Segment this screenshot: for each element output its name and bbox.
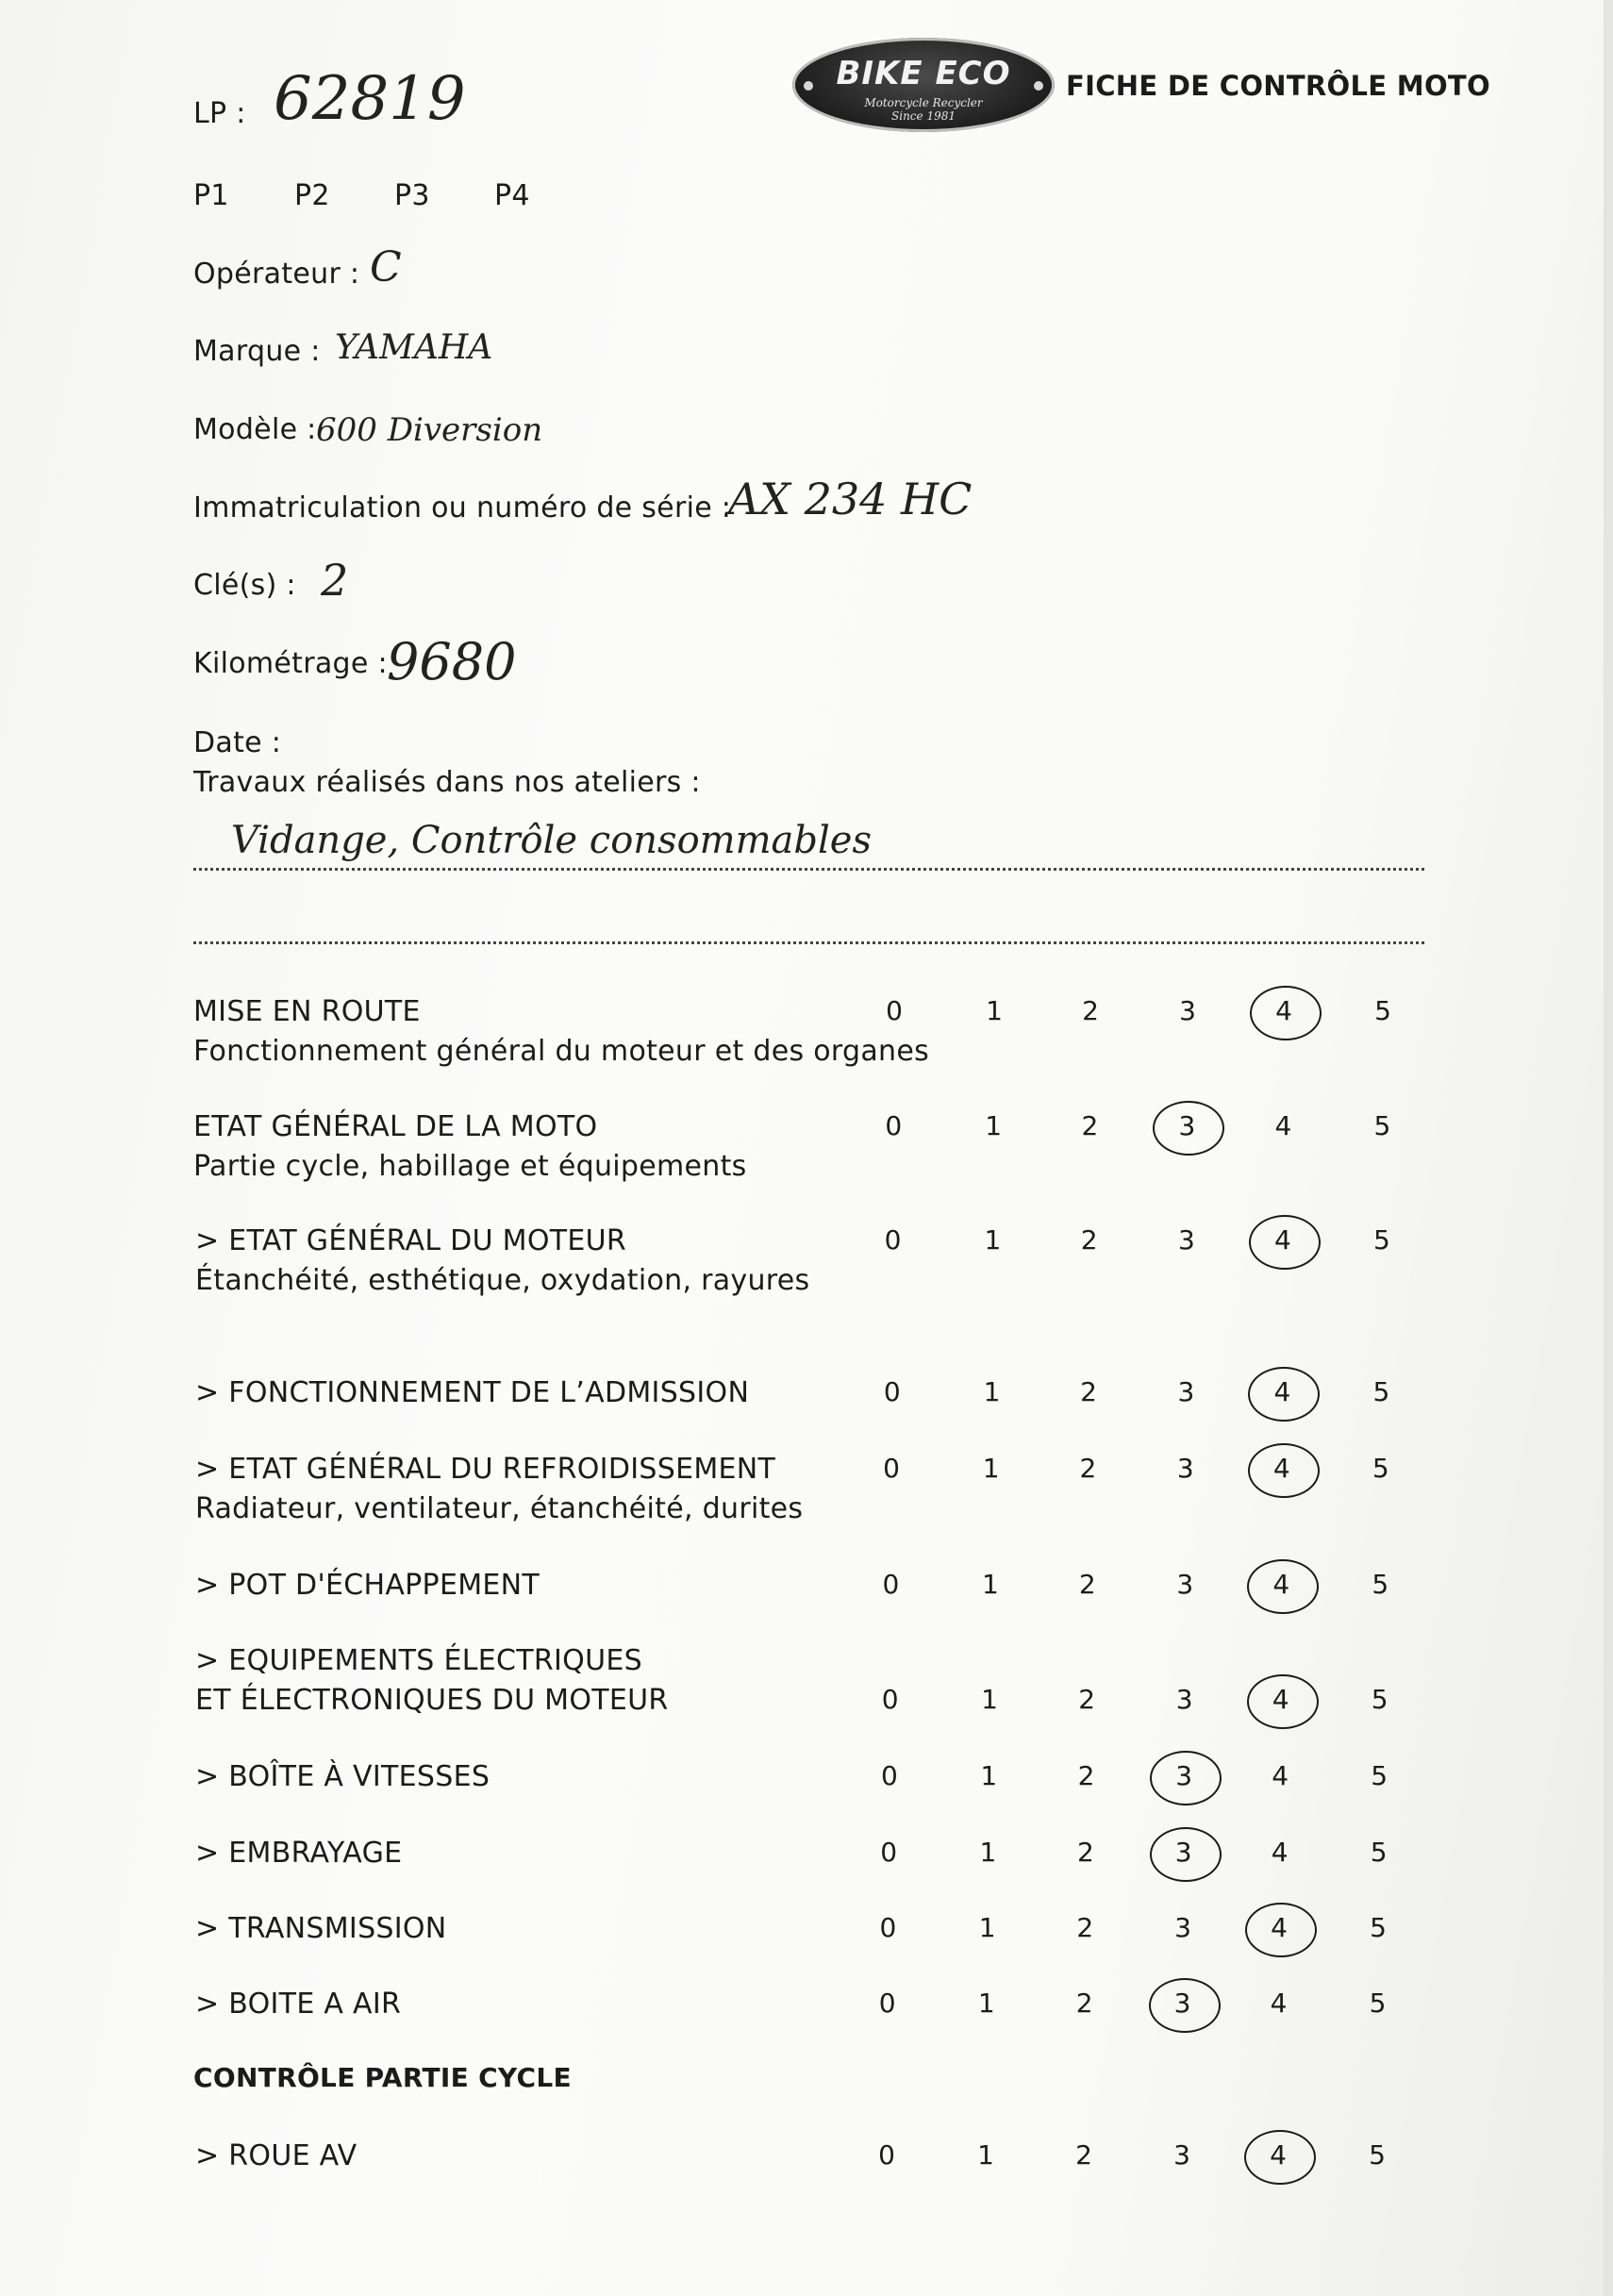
selected-score-circle <box>1250 986 1322 1040</box>
score-3[interactable]: 3 <box>1177 1376 1195 1407</box>
score-0[interactable]: 0 <box>880 1760 898 1791</box>
travaux-label: Travaux réalisés dans nos ateliers : <box>193 766 701 799</box>
score-5[interactable]: 5 <box>1370 1912 1387 1943</box>
score-2[interactable]: 2 <box>1075 2139 1092 2171</box>
criterion-title: > ETAT GÉNÉRAL DU MOTEUR <box>195 1224 627 1257</box>
selected-score-circle <box>1150 1827 1222 1882</box>
score-3[interactable]: 3 <box>1174 1837 1192 1868</box>
score-1[interactable]: 1 <box>979 1837 997 1868</box>
lp-label: LP : <box>193 97 246 130</box>
position-p2: P2 <box>294 179 330 212</box>
score-1[interactable]: 1 <box>980 1760 998 1791</box>
score-5[interactable]: 5 <box>1371 1684 1389 1715</box>
selected-score-circle <box>1248 1367 1320 1422</box>
criterion-title: > EQUIPEMENTS ÉLECTRIQUES <box>195 1644 642 1677</box>
position-p4: P4 <box>494 179 530 212</box>
score-1[interactable]: 1 <box>977 2139 994 2171</box>
immat-value: AX 234 HC <box>728 474 973 524</box>
score-0[interactable]: 0 <box>878 1988 896 2019</box>
km-label: Kilométrage : <box>193 647 388 680</box>
score-0[interactable]: 0 <box>880 1837 898 1868</box>
score-2[interactable]: 2 <box>1078 1569 1096 1600</box>
score-4[interactable]: 4 <box>1272 1569 1290 1600</box>
score-3[interactable]: 3 <box>1179 995 1196 1026</box>
selected-score-circle <box>1153 1101 1224 1156</box>
score-4[interactable]: 4 <box>1272 1684 1289 1715</box>
score-1[interactable]: 1 <box>986 995 1003 1026</box>
score-2[interactable]: 2 <box>1081 1110 1099 1141</box>
criterion-title: > BOITE A AIR <box>195 1988 402 2021</box>
criterion-title: > ROUE AV <box>195 2139 358 2172</box>
position-p1: P1 <box>193 179 229 212</box>
logo-tagline: Motorcycle Recycler <box>864 96 983 109</box>
selected-score-circle <box>1149 1978 1221 2033</box>
selected-score-circle <box>1244 2130 1316 2185</box>
score-4[interactable]: 4 <box>1274 1110 1292 1141</box>
score-5[interactable]: 5 <box>1372 1453 1389 1484</box>
operateur-label: Opérateur : <box>193 258 360 291</box>
score-4[interactable]: 4 <box>1272 1760 1289 1791</box>
score-2[interactable]: 2 <box>1076 1837 1094 1868</box>
score-3[interactable]: 3 <box>1178 1110 1196 1141</box>
score-5[interactable]: 5 <box>1372 1224 1390 1256</box>
marque-label: Marque : <box>193 335 321 368</box>
score-1[interactable]: 1 <box>985 1110 1003 1141</box>
criterion-title: > TRANSMISSION <box>195 1912 447 1945</box>
score-5[interactable]: 5 <box>1370 1837 1388 1868</box>
bike-eco-logo <box>792 38 1055 132</box>
marque-value: YAMAHA <box>335 328 493 367</box>
cles-value: 2 <box>321 555 349 606</box>
score-1[interactable]: 1 <box>981 1684 998 1715</box>
criterion-title: > ETAT GÉNÉRAL DU REFROIDISSEMENT <box>195 1453 776 1486</box>
travaux-value: Vidange, Contrôle consommables <box>231 819 872 862</box>
score-0[interactable]: 0 <box>883 1376 901 1407</box>
criterion-subtitle: Étanchéité, esthétique, oxydation, rayures <box>195 1264 810 1297</box>
score-3[interactable]: 3 <box>1177 1224 1195 1256</box>
score-0[interactable]: 0 <box>878 2139 895 2171</box>
lp-value: 62819 <box>274 64 466 134</box>
score-0[interactable]: 0 <box>884 1224 902 1256</box>
score-4[interactable]: 4 <box>1271 1912 1288 1943</box>
score-4[interactable]: 4 <box>1271 1837 1289 1868</box>
criterion-subtitle: ET ÉLECTRONIQUES DU MOTEUR <box>195 1684 669 1717</box>
score-2[interactable]: 2 <box>1076 1912 1094 1943</box>
score-0[interactable]: 0 <box>883 1453 900 1484</box>
selected-score-circle <box>1248 1443 1320 1498</box>
score-2[interactable]: 2 <box>1078 1684 1096 1715</box>
score-2[interactable]: 2 <box>1079 1453 1097 1484</box>
score-1[interactable]: 1 <box>981 1569 999 1600</box>
criterion-title: MISE EN ROUTE <box>193 995 421 1028</box>
selected-score-circle <box>1245 1903 1317 1957</box>
score-1[interactable]: 1 <box>982 1453 1000 1484</box>
score-4[interactable]: 4 <box>1270 2139 1287 2171</box>
score-1[interactable]: 1 <box>978 1912 996 1943</box>
criterion-title: > FONCTIONNEMENT DE L’ADMISSION <box>195 1376 750 1409</box>
position-p3: P3 <box>394 179 430 212</box>
score-2[interactable]: 2 <box>1080 1224 1098 1256</box>
travaux-line-2 <box>193 941 1424 944</box>
selected-score-circle <box>1249 1215 1321 1270</box>
score-1[interactable]: 1 <box>984 1224 1002 1256</box>
operateur-value: C <box>370 243 402 291</box>
score-4[interactable]: 4 <box>1275 995 1292 1026</box>
selected-score-circle <box>1150 1751 1222 1805</box>
score-5[interactable]: 5 <box>1372 1569 1389 1600</box>
score-4[interactable]: 4 <box>1272 1453 1290 1484</box>
score-1[interactable]: 1 <box>977 1988 995 2019</box>
score-5[interactable]: 5 <box>1369 2139 1386 2171</box>
km-value: 9680 <box>387 632 517 691</box>
score-5[interactable]: 5 <box>1374 995 1391 1026</box>
score-0[interactable]: 0 <box>879 1912 897 1943</box>
score-5[interactable]: 5 <box>1372 1376 1390 1407</box>
score-3[interactable]: 3 <box>1173 1988 1191 2019</box>
score-2[interactable]: 2 <box>1082 995 1099 1026</box>
page-title: FICHE DE CONTRÔLE MOTO <box>1066 70 1490 102</box>
score-0[interactable]: 0 <box>885 1110 903 1141</box>
score-0[interactable]: 0 <box>881 1684 899 1715</box>
criterion-title: > EMBRAYAGE <box>195 1837 403 1870</box>
criterion-title: > BOÎTE À VITESSES <box>195 1760 491 1793</box>
criterion-subtitle: Radiateur, ventilateur, étanchéité, durites <box>195 1492 804 1525</box>
criterion-title: ETAT GÉNÉRAL DE LA MOTO <box>193 1110 598 1143</box>
travaux-line-1 <box>193 868 1424 871</box>
score-3[interactable]: 3 <box>1173 2139 1190 2171</box>
score-4[interactable]: 4 <box>1270 1988 1288 2019</box>
score-4[interactable]: 4 <box>1273 1224 1291 1256</box>
modele-value: 600 Diversion <box>316 411 543 449</box>
logo-since: Since 1981 <box>891 109 956 123</box>
score-5[interactable]: 5 <box>1373 1110 1391 1141</box>
score-2[interactable]: 2 <box>1075 1988 1093 2019</box>
score-3[interactable]: 3 <box>1174 1912 1191 1943</box>
date-label: Date : <box>193 726 282 759</box>
cles-label: Clé(s) : <box>193 569 296 602</box>
score-5[interactable]: 5 <box>1369 1988 1387 2019</box>
criterion-subtitle: Fonctionnement général du moteur et des organes <box>193 1035 930 1068</box>
selected-score-circle <box>1247 1674 1319 1729</box>
logo-name: BIKE ECO <box>836 55 1011 92</box>
score-3[interactable]: 3 <box>1175 1760 1193 1791</box>
score-3[interactable]: 3 <box>1176 1453 1194 1484</box>
score-0[interactable]: 0 <box>882 1569 900 1600</box>
criterion-subtitle: Partie cycle, habillage et équipements <box>193 1150 747 1183</box>
score-0[interactable]: 0 <box>886 995 903 1026</box>
criterion-title: > POT D'ÉCHAPPEMENT <box>195 1569 540 1602</box>
section-title-partie-cycle: CONTRÔLE PARTIE CYCLE <box>193 2062 572 2093</box>
score-5[interactable]: 5 <box>1371 1760 1389 1791</box>
score-2[interactable]: 2 <box>1077 1760 1095 1791</box>
score-2[interactable]: 2 <box>1080 1376 1097 1407</box>
score-1[interactable]: 1 <box>983 1376 1001 1407</box>
immat-label: Immatriculation ou numéro de série : <box>193 491 732 524</box>
score-4[interactable]: 4 <box>1273 1376 1291 1407</box>
score-3[interactable]: 3 <box>1175 1684 1193 1715</box>
score-3[interactable]: 3 <box>1176 1569 1194 1600</box>
modele-label: Modèle : <box>193 413 317 446</box>
selected-score-circle <box>1247 1559 1319 1614</box>
